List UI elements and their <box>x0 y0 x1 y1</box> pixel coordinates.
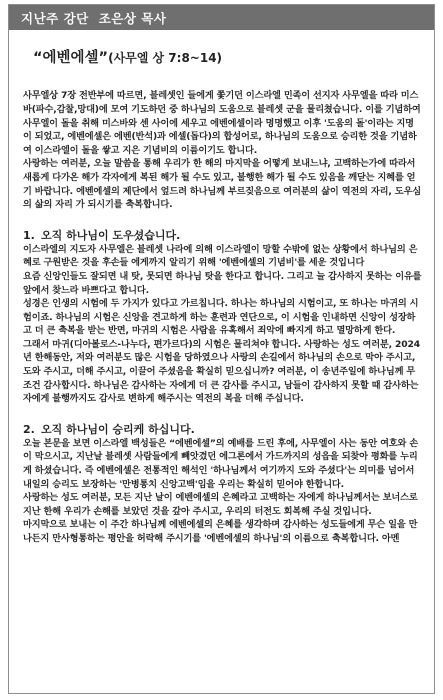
intro-paragraph: 사랑하는 여러분, 오늘 말씀을 통해 우리가 한 해의 마지막을 어떻게 보내느냐, 고백하는가에 따라서 새롭게 다가온 해가 각자에게 복된 해가 될 수도 있고, 불행한 해가 될 수도 있음을 깨닫는 지혜를 얻기 바랍니다. 에벤에셀의 제단에서 엎드려 하나님께 부르짖음으로 여러분의 삶이 역전의 자리, 도우심의 삶의 자리 가 되시기를 축복합니다. <box>23 158 421 211</box>
section-heading <box>23 229 422 243</box>
sermon-card <box>8 4 435 694</box>
section-paragraph: 성경은 인생의 시험에 두 가지가 있다고 가르칩니다. 하나는 하나님의 시험이고, 또 하나는 마귀의 시험이죠. 하나님의 시험은 신앙을 견고하게 하는 훈련과 연단으로, 이 시험을 인내하면 신앙이 성장하고 더 큰 축복을 받는 반면, 마귀의 시험은 사람을 유혹해서 죄악에 빠지게 하고 멸망하게 한다. <box>23 298 419 337</box>
intro-paragraph: 사무엘상 7장 전반부에 따르면, 블레셋인 들에게 쫓기던 이스라엘 민족이 선지자 사무엘을 따라 미스바(파수,감찰,망대)에 모여 기도하던 중 하나님의 도움으로 블레셋 군을 물리쳤습니다. 이를 기념하여 사무엘이 돌을 취해 미스바와 센 사이에 세우고 에벤에셀이라 명명했고 이후 '도움의 돌'이라는 지명이 되었고, 에벤에셀은 에벤(반석)과 에셀(돕다)의 합성어로, 하나님의 도움으로 승리한 것을 기념하여 이스라엘이 돌을 쌓고 지은 기념비의 이름이기도 합니다. <box>23 90 421 156</box>
section-paragraph: 오늘 본문을 보면 이스라엘 백성들은 “에벤에셀”의 예배를 드린 후에, 사무엘이 사는 동안 여호와 손이 막으시고, 지난날 블레셋 사람들에게 빼앗겼던 에그론에서 가드까지의 성읍을 되찾아 평화를 누리게 하셨습니다. 즉 에벤에셀은 전통적인 해석인 '하나님께서 여기까지 도와 주셨다'는 의미를 넘어서 내일의 승리도 보장하는 '만병통치 신앙고백'임을 우리는 확실히 믿어야 한합니다. <box>23 437 419 490</box>
section-title: 오직 하나님이 도우셨습니다. <box>41 228 181 242</box>
section-paragraph: 이스라엘의 지도자 사무엘은 블레셋 나라에 의해 이스라엘이 망할 수밖에 없는 상황에서 하나님의 은혜로 구원받은 것을 후손들 에게까지 알리기 위해 '에벤에셀의 기념비'를 세운 것입니다 <box>23 243 418 269</box>
title-reference: (사무엘 상 7:8~14) <box>108 51 223 65</box>
section-paragraph: 그래서 마귀(디아볼로스-나누다, 편가르다)의 시험은 물리쳐야 합니다. 사랑하는 성도 여러분, 2024년 한해동안, 저와 여러분도 많은 시험을 당하였으나 사랑의 손길에서 하나님의 손으로 막아 주시고, 도와 주시고, 더해 주시고, 이끌어 주셨음을 확실히 믿으십니까? 여러분, 이 송년주일에 하나님께 무조건 감사합시다. 하나님은 감사하는 자에게 더 큰 감사를 주시고, 남들이 감사하지 못할 때 감사하는 자에게 불행까지도 감사로 변하게 해주시는 역전의 복을 더해 주십니다. <box>23 338 421 405</box>
header-pastor: 조은상 목사 <box>98 10 167 26</box>
section-heading <box>23 423 422 437</box>
section-paragraph: 사랑하는 성도 여러분, 모든 지난 날이 에벤에셀의 은혜라고 고백하는 자에게 하나님께서는 보너스로 지난 한해 우리가 손해를 보았던 것을 갚아 주시고, 우리의 터전도 회복해 주실 것입니다. <box>23 492 418 517</box>
sermon-title <box>33 50 422 67</box>
title-main: “에벤에셀” <box>33 50 109 66</box>
header-category: 지난주 강단 <box>21 10 89 26</box>
section-number: 2. <box>23 422 35 436</box>
section-paragraph: 요즘 신앙인들도 잘되면 내 탓, 못되면 하나님 탓을 한다고 합니다. 그리고 늘 감사하지 못하는 이유를 앞에서 찾느라 바쁘다고 합니다. <box>23 270 422 296</box>
section-paragraph: 마지막으로 보내는 이 주간 하나님께 에벤에셀의 은혜를 생각하며 감사하는 성도들에게 무슨 일을 만나든지 만사형통하는 평안을 허락해 주시기를 '에벤에셀의 하나님'의 이름으로 축복합니다. 아멘 <box>23 519 418 545</box>
sermon-body <box>9 30 434 546</box>
section-title: 오직 하나님이 승리케 하십니다. <box>41 422 195 436</box>
header-bar <box>9 5 434 30</box>
section-number: 1. <box>23 228 35 242</box>
